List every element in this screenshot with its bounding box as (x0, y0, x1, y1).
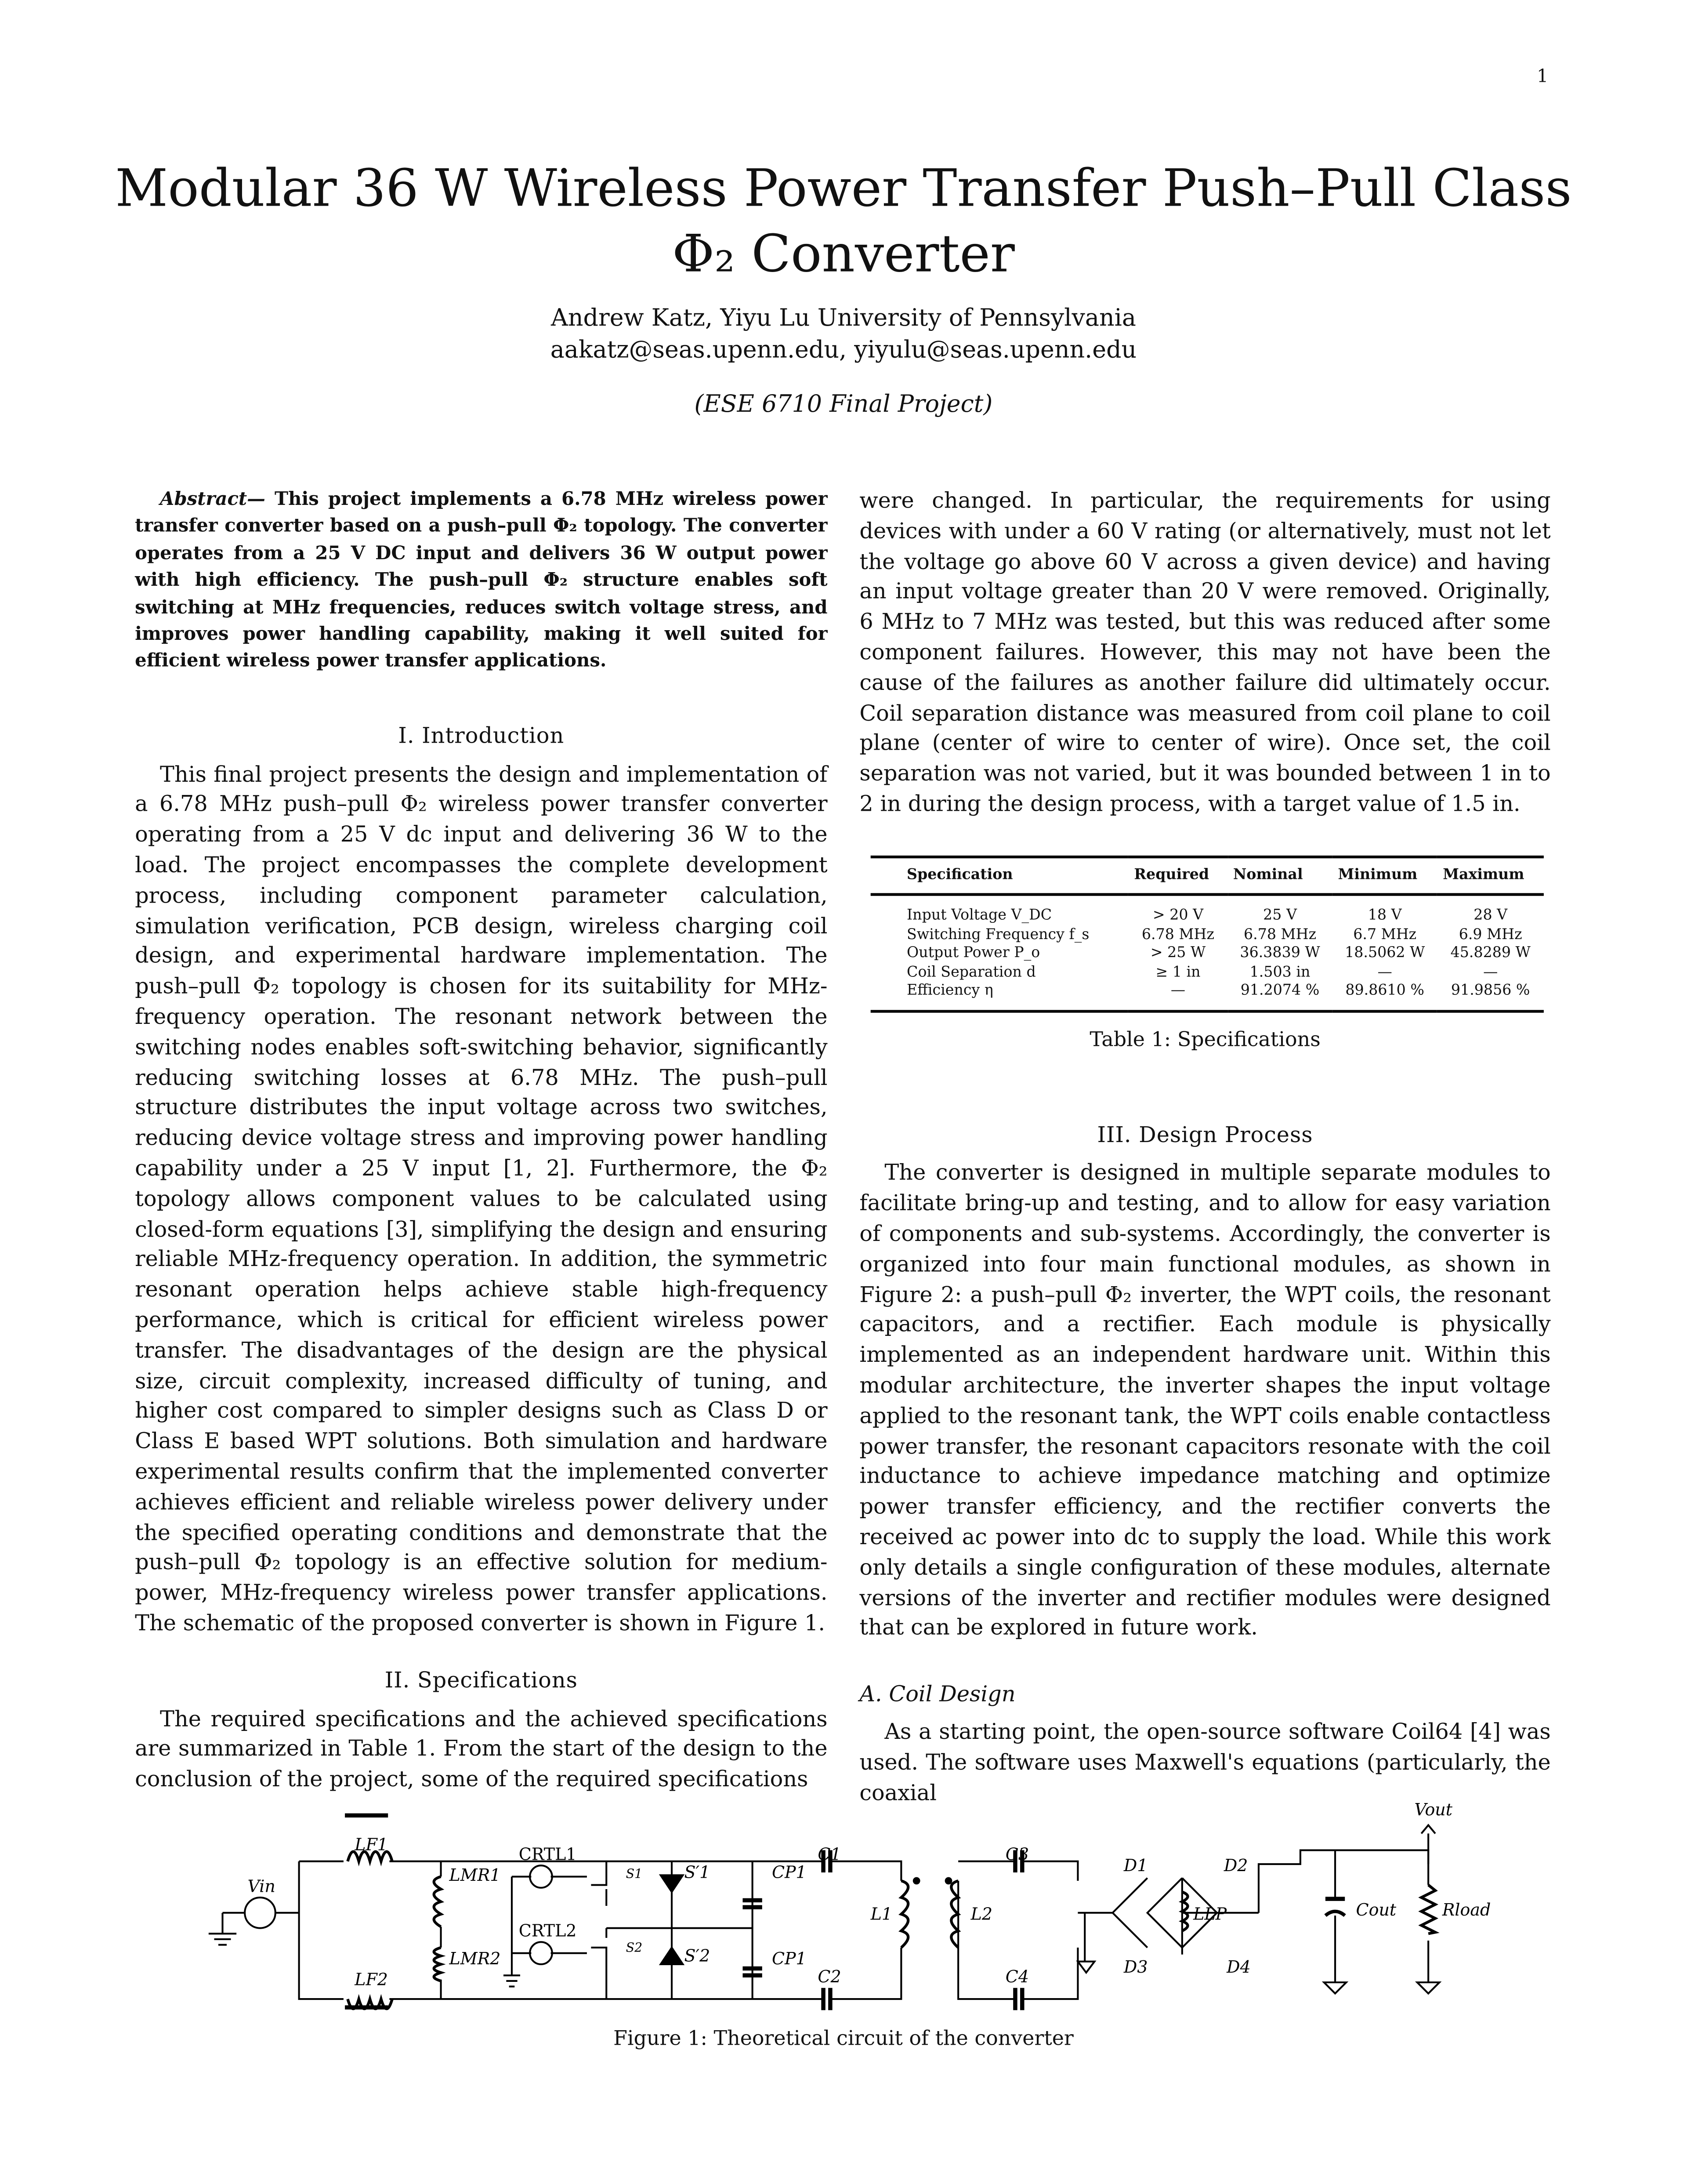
table-cell: Input Voltage V_DC (907, 907, 1052, 924)
label-d1: D1 (1123, 1855, 1148, 1875)
label-cp1-top: CP1 (771, 1862, 807, 1882)
spec-paragraph-left: The required specifications and the achieved specifications are summarized in Table 1. From the start of the design to the conclusion of the project, some of the required specifications (135, 1706, 828, 1792)
authors: Andrew Katz, Yiyu Lu University of Pennsylvania (551, 305, 1136, 333)
table-cell: Switching Frequency f_s (907, 926, 1090, 943)
page-number: 1 (1537, 66, 1549, 88)
table-row (871, 983, 1544, 1011)
table-cell: 25 V (1263, 907, 1297, 924)
table-header-cell: Minimum (1332, 856, 1437, 895)
subsection-heading-coil: A. Coil Design (859, 1682, 1016, 1707)
table-header-cell: Specification (871, 856, 1129, 895)
label-lmr2: LMR2 (449, 1948, 501, 1968)
table-header-cell: Maximum (1437, 856, 1544, 895)
table-cell: 6.7 MHz (1353, 926, 1417, 943)
table-cell: 18 V (1368, 907, 1402, 924)
circuit-schematic (0, 1781, 1687, 2031)
table-cell: > 20 V (1152, 907, 1204, 924)
table-cell: 1.503 in (1249, 964, 1311, 981)
label-lmr1: LMR1 (449, 1865, 501, 1885)
table-cell: Coil Separation d (907, 964, 1036, 981)
project-label: (ESE 6710 Final Project) (694, 391, 993, 419)
section-heading-design: III. Design Process (1097, 1122, 1313, 1147)
spec-table (871, 855, 1544, 1012)
label-cp1-bottom: CP1 (771, 1948, 807, 1968)
table-row (871, 926, 1544, 945)
table-cell: 89.8610 % (1332, 983, 1437, 1011)
label-llp: LLP (1193, 1904, 1227, 1924)
abstract-label: Abstract— (160, 490, 265, 511)
table-caption: Table 1: Specifications (1090, 1029, 1321, 1052)
table-cell: ≥ 1 in (1155, 964, 1201, 981)
label-d4: D4 (1227, 1957, 1251, 1977)
table-cell: — (1483, 964, 1498, 981)
spec-paragraph-right: were changed. In particular, the requirements for using devices with under a 60 V rating (or alternatively, must not let the voltage go above 60 V across a given device) and having an input voltage greater than 20 V were removed. Originally, 6 MHz to 7 MHz was tested, but this was reduced after some component failures. However, this may not have been the cause of the failures as another failure did ultimately occur. Coil separation distance was measured from coil plane to coil plane (center of wire to center of wire). Once set, the coil separation was not varied, but it was bounded between 1 in to 2 in during the design process, with a target value of 1.5 in. (859, 488, 1551, 817)
table-cell: 18.5062 W (1345, 945, 1425, 962)
section-heading-spec: II. Specifications (384, 1667, 578, 1693)
label-crtl2: CRTL2 (518, 1921, 577, 1941)
label-s1: S1 (626, 1866, 643, 1881)
table-cell: 6.9 MHz (1459, 926, 1522, 943)
right-column (859, 487, 1550, 1809)
table-row (871, 964, 1544, 983)
abstract-text: This project implements a 6.78 MHz wireless power transfer converter based on a push–pull Φ₂ topology. The converter operates from a 25 V DC input and delivers 36 W output power with high efficiency. The push–pull Φ₂ structure enables soft switching at MHz frequencies, reduces switch voltage stress, and improves power handling capability, making it well suited for efficient wireless power transfer applications. (135, 490, 828, 673)
table-row (871, 945, 1544, 964)
left-column (135, 487, 828, 1796)
table-cell: 91.9856 % (1437, 983, 1544, 1011)
table-row (871, 895, 1544, 926)
label-cout: Cout (1356, 1900, 1397, 1920)
table-cell: — (1377, 964, 1392, 981)
abstract (135, 487, 828, 676)
label-lf2: LF2 (355, 1970, 388, 1989)
coil-paragraph: As a starting point, the open-source software Coil64 [4] was used. The software uses Maxwell's equations (particularly, the coaxial (859, 1719, 1551, 1805)
label-d2: D2 (1224, 1855, 1248, 1875)
label-c1: C1 (818, 1844, 841, 1864)
table-cell: — (1129, 983, 1227, 1011)
design-paragraph: The converter is designed in multiple separate modules to facilitate bring-up and testing, and to allow for easy variation of components and sub-systems. Accordingly, the converter is organized into four main functional modules, as shown in Figure 2: a push–pull Φ₂ inverter, the WPT coils, the resonant capacitors, and a rectifier. Each module is physically implemented as an independent hardware unit. Within this modular architecture, the inverter shapes the input voltage applied to the resonant tank, the WPT coils enable contactless power transfer, the resonant capacitors resonate with the coil inductance to achieve impedance matching and optimize power transfer efficiency, and the rectifier converts the received ac power into dc to supply the load. While this work only details a single configuration of these modules, alternate versions of the inverter and rectifier modules were designed that can be explored in future work. (859, 1161, 1551, 1641)
table-cell: 6.78 MHz (1141, 926, 1215, 943)
paper-title: Modular 36 W Wireless Power Transfer Push–Pull Class Φ₂ Converter (115, 158, 1572, 284)
intro-paragraph: This final project presents the design and implementation of a 6.78 MHz push–pull Φ₂ wireless power transfer converter operating from a 25 V dc input and delivering 36 W to the load. The project encompasses the complete development process, including component parameter calculation, simulation verification, PCB design, wireless charging coil design, and experimental hardware implementation. The push–pull Φ₂ topology is chosen for its suitability for MHz-frequency operation. The resonant network between the switching nodes enables soft-switching behavior, significantly reducing switching losses at 6.78 MHz. The push–pull structure distributes the input voltage across two switches, reducing device voltage stress and improving power handling capability under a 25 V input [1, 2]. Furthermore, the Φ₂ topology allows component values to be calculated using closed-form equations [3], simplifying the design and ensuring reliable MHz-frequency operation. In addition, the symmetric resonant operation helps achieve stable high-frequency performance, which is critical for efficient wireless power transfer. The disadvantages of the design are the physical size, circuit complexity, increased difficulty of tuning, and higher cost compared to simpler designs such as Class D or Class E based WPT solutions. Both simulation and hardware experimental results confirm that the implemented converter achieves efficient and reliable wireless power delivery under the specified operating conditions and demonstrate that the push–pull Φ₂ topology is an effective solution for medium-power, MHz-frequency wireless power transfer applications. The schematic of the proposed converter is shown in Figure 1. (135, 762, 828, 1636)
table-cell: 91.2074 % (1227, 983, 1332, 1011)
label-rload: Rload (1442, 1900, 1491, 1920)
label-d3: D3 (1123, 1957, 1148, 1977)
label-vout: Vout (1414, 1800, 1453, 1820)
table-cell: 45.8289 W (1450, 945, 1531, 962)
table-cell: 36.3839 W (1240, 945, 1320, 962)
label-lf1: LF1 (355, 1835, 388, 1854)
label-l2: L2 (970, 1904, 993, 1924)
label-c4: C4 (1005, 1967, 1029, 1987)
section-heading-intro: I. Introduction (398, 723, 565, 748)
label-s2-prime: S′2 (684, 1946, 710, 1966)
table-header-cell: Nominal (1227, 856, 1332, 895)
emails: aakatz@seas.upenn.edu, yiyulu@seas.upenn.edu (550, 337, 1137, 365)
table-cell: > 25 W (1150, 945, 1206, 962)
table-cell: 28 V (1473, 907, 1508, 924)
table-cell: Output Power P_o (907, 945, 1040, 962)
table-header-cell: Required (1129, 856, 1227, 895)
label-l1: L1 (870, 1904, 893, 1924)
label-c2: C2 (818, 1967, 841, 1987)
figure-caption: Figure 1: Theoretical circuit of the converter (613, 2028, 1074, 2051)
table-cell: Efficiency η (871, 983, 1129, 1011)
label-vin: Vin (247, 1876, 275, 1896)
table-cell: 6.78 MHz (1243, 926, 1317, 943)
label-s1-prime: S′1 (684, 1862, 710, 1882)
label-crtl1: CRTL1 (518, 1844, 577, 1864)
label-s2: S2 (626, 1940, 643, 1955)
label-c3: C3 (1005, 1844, 1029, 1864)
